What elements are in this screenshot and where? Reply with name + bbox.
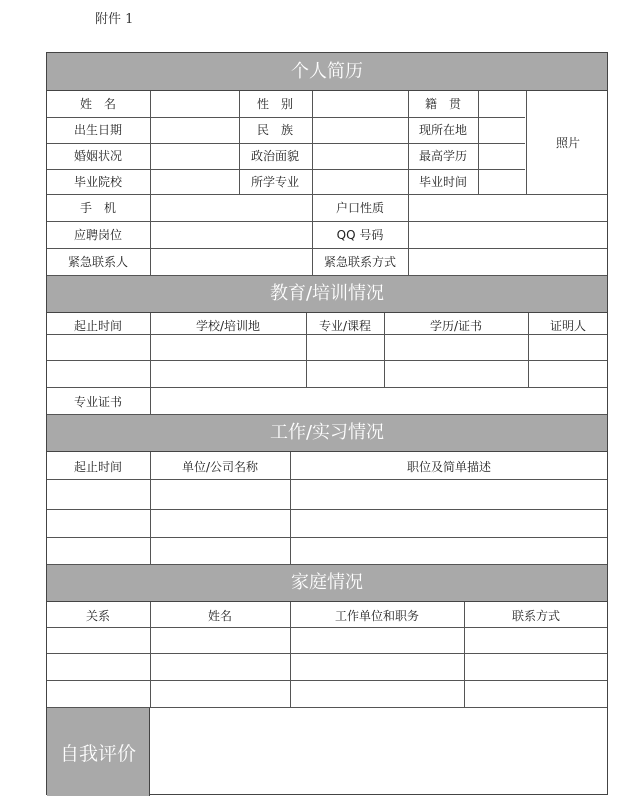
grid-line — [150, 91, 151, 275]
label-household: 户口性质 — [335, 201, 385, 215]
work-header-company: 单位/公司名称 — [181, 460, 259, 474]
family-header-relation: 关系 — [85, 609, 111, 623]
edu-header-school: 学校/培训地 — [195, 319, 261, 333]
grid-line — [306, 313, 307, 387]
label-native-place: 籍 贯 — [424, 97, 462, 111]
label-gender: 性 别 — [256, 97, 294, 111]
grid-line — [312, 91, 313, 275]
label-education-level: 最高学历 — [418, 149, 468, 163]
grid-line — [528, 313, 529, 387]
education-section-header: 教育/培训情况 — [47, 276, 607, 313]
label-qq: QQ 号码 — [336, 228, 384, 242]
work-header-period: 起止时间 — [73, 460, 123, 474]
grid-line — [47, 537, 607, 538]
grid-line — [47, 509, 607, 510]
edu-header-period: 起止时间 — [73, 319, 123, 333]
label-emergency-phone: 紧急联系方式 — [323, 255, 397, 269]
grid-line — [408, 91, 409, 275]
label-name: 姓 名 — [79, 97, 117, 111]
grid-line — [47, 479, 607, 480]
label-marital-status: 婚姻状况 — [73, 149, 123, 163]
grid-line — [239, 91, 240, 194]
label-graduation-time: 毕业时间 — [418, 175, 468, 189]
grid-line — [47, 653, 607, 654]
self-evaluation-label: 自我评价 — [47, 708, 150, 796]
grid-line — [47, 194, 607, 195]
label-school: 毕业院校 — [73, 175, 123, 189]
grid-line — [47, 169, 525, 170]
label-phone: 手 机 — [79, 201, 117, 215]
grid-line — [150, 313, 151, 415]
grid-line — [526, 91, 527, 194]
label-emergency-contact: 紧急联系人 — [67, 255, 129, 269]
resume-form — [46, 52, 608, 795]
label-major: 所学专业 — [250, 175, 300, 189]
grid-line — [384, 313, 385, 387]
family-header-contact: 联系方式 — [511, 609, 561, 623]
label-certificate: 专业证书 — [73, 395, 123, 409]
edu-header-major: 专业/课程 — [318, 319, 372, 333]
personal-section-header: 个人简历 — [47, 53, 607, 91]
grid-line — [150, 452, 151, 564]
grid-line — [47, 360, 607, 361]
label-position: 应聘岗位 — [73, 228, 123, 242]
grid-line — [290, 452, 291, 564]
edu-header-degree: 学历/证书 — [429, 319, 483, 333]
edu-header-referee: 证明人 — [549, 319, 587, 333]
label-current-location: 现所在地 — [418, 123, 468, 137]
attachment-label: 附件 1 — [95, 12, 134, 27]
grid-line — [290, 602, 291, 707]
grid-line — [47, 627, 607, 628]
grid-line — [47, 334, 607, 335]
label-ethnicity: 民 族 — [256, 123, 294, 137]
family-section-header: 家庭情况 — [47, 565, 607, 602]
grid-line — [47, 248, 607, 249]
grid-line — [47, 117, 525, 118]
label-birth-date: 出生日期 — [73, 123, 123, 137]
family-header-employer: 工作单位和职务 — [334, 609, 420, 623]
grid-line — [150, 602, 151, 707]
grid-line — [47, 221, 607, 222]
label-political-status: 政治面貌 — [250, 149, 300, 163]
family-header-name: 姓名 — [207, 609, 233, 623]
grid-line — [47, 143, 525, 144]
label-photo: 照片 — [555, 136, 581, 150]
grid-line — [464, 602, 465, 707]
work-header-description: 职位及简单描述 — [406, 460, 492, 474]
grid-line — [47, 387, 607, 388]
grid-line — [478, 91, 479, 194]
work-section-header: 工作/实习情况 — [47, 415, 607, 452]
grid-line — [47, 680, 607, 681]
